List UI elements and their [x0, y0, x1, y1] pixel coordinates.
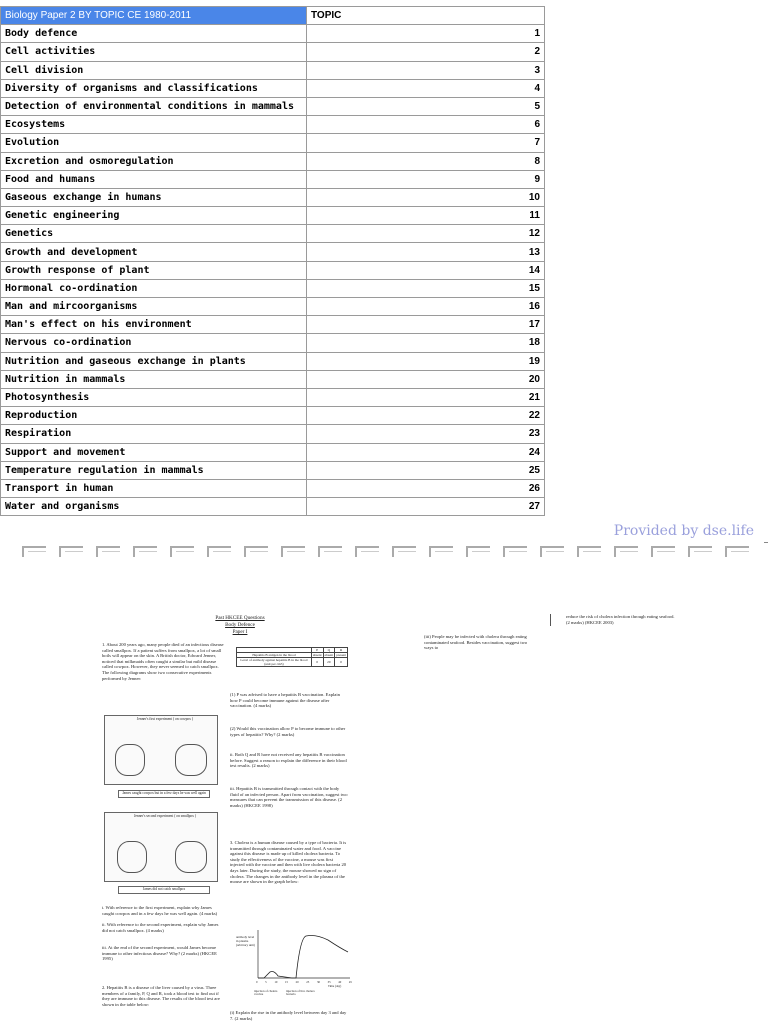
topic-page-number: 6 [307, 116, 545, 134]
james-figure-icon [175, 841, 207, 873]
table-cell: absent [312, 653, 322, 657]
topic-page-number: 21 [307, 388, 545, 406]
page-break-mark [22, 546, 46, 557]
page-break-mark [133, 546, 157, 557]
topic-name: Respiration [1, 425, 307, 443]
index-row[interactable] [1, 225, 545, 243]
graph-arrow-vaccine: injection of cholera vaccine [254, 989, 278, 997]
graph-tick-label: 25 [306, 980, 310, 984]
table-header-cell: Q [323, 648, 335, 653]
topic-page-number: 8 [307, 152, 545, 170]
page-break-mark [725, 546, 749, 557]
table-cell: Level of antibody against hepatitis B in the blood (unit per cm3) [237, 658, 312, 667]
topic-page-number: 3 [307, 61, 545, 79]
graph-tick-label: 30 [316, 980, 320, 984]
table-header-cell: P [311, 648, 323, 653]
graph-tick-label: 15 [284, 980, 288, 984]
column-divider [550, 614, 551, 626]
page-break-mark [318, 546, 342, 557]
index-row[interactable] [1, 243, 545, 261]
index-row[interactable] [1, 498, 545, 516]
experiment-2-diagram [104, 812, 218, 882]
index-row[interactable] [1, 298, 545, 316]
topic-name: Diversity of organisms and classifications [1, 79, 307, 97]
topic-name: Excretion and osmoregulation [1, 152, 307, 170]
jenner-figure-icon [117, 841, 147, 873]
experiment-1-caption: Jenner's first experiment ( on cowpox ) [136, 717, 194, 721]
topic-name: Nervous co-ordination [1, 334, 307, 352]
topic-page-number: 19 [307, 352, 545, 370]
question-1-stem: 1. About 200 years ago, many people died of an infectious disease called smallpox. If a patient suffers from smallpox, a lot of small boils will appear on the skin. A British doctor, Edward Jenner, noticed that milkmaids often caught a similar but mild disease called cowpox. However, they never seemed to catch smallpox. The following diagrams show two consecutive experiments performed by Jenner: [102, 642, 224, 681]
index-row[interactable] [1, 97, 545, 115]
page-break-mark [577, 546, 601, 557]
topic-page-number: 14 [307, 261, 545, 279]
graph-tick-label: 35 [327, 980, 331, 984]
exam-page-scan [0, 600, 768, 1024]
index-row[interactable] [1, 152, 545, 170]
topic-name: Temperature regulation in mammals [1, 461, 307, 479]
index-row[interactable] [1, 279, 545, 297]
topic-page-number: 22 [307, 407, 545, 425]
topic-page-number: 26 [307, 479, 545, 497]
topic-page-number: 7 [307, 134, 545, 152]
topic-page-number: 17 [307, 316, 545, 334]
topic-name: Detection of environmental conditions in mammals [1, 97, 307, 115]
question-3-continuation: reduce the risk of cholera infection through eating seafood. (2 marks) (HKCEE 2003) [566, 614, 675, 625]
topic-name: Growth and development [1, 243, 307, 261]
experiment-1-diagram [104, 715, 218, 785]
page-break-mark [466, 546, 490, 557]
graph-y-label: antibody level in plasma (arbitrary unit) [236, 935, 255, 947]
topic-name: Food and humans [1, 170, 307, 188]
page-edge-divider [764, 542, 768, 543]
question-1-part-iii: iii. At the end of the second experiment, would James become immune to other infectious disease? Why? (2 marks) (HKCEE 1995) [102, 945, 217, 962]
table-cell: 0 [311, 658, 323, 667]
question-3-stem: 3. Cholera is a human disease caused by a type of bacteria. It is transmitted through contaminated water and food. A vaccine against this disease is made up of killed cholera bacteria. To study the effectiveness of the vaccine, a mouse was first injected with the vaccine and then with live cholera bacteria 20 days later. During the study, the mouse showed no sign of cholera. The changes in the antibody level in the plasma of the mouse are shown in the graph below: [230, 840, 347, 885]
topic-name: Man and mircoorganisms [1, 298, 307, 316]
topic-name: Water and organisms [1, 498, 307, 516]
topic-page-number: 4 [307, 79, 545, 97]
index-row[interactable] [1, 170, 545, 188]
index-row[interactable] [1, 207, 545, 225]
topic-name: Nutrition in mammals [1, 370, 307, 388]
topic-name: Support and movement [1, 443, 307, 461]
question-2-part-ii: ii. Both Q and R have not received any hepatitis B vaccination before. Suggest a reason to explain the difference in their blood test results. (2 marks) [230, 752, 347, 769]
page-break-marks [22, 546, 762, 558]
topic-page-number: 25 [307, 461, 545, 479]
page-break-mark [281, 546, 305, 557]
topic-page-number: 18 [307, 334, 545, 352]
antibody-graph [236, 928, 354, 1000]
topic-name: Man's effect on his environment [1, 316, 307, 334]
index-row[interactable] [1, 388, 545, 406]
page-break-mark [688, 546, 712, 557]
index-row[interactable] [1, 79, 545, 97]
index-row[interactable] [1, 334, 545, 352]
topic-name: Hormonal co-ordination [1, 279, 307, 297]
topic-page-number: 12 [307, 225, 545, 243]
experiment-2-caption: Jenner's second experiment ( on smallpox ) [133, 814, 197, 818]
index-row[interactable] [1, 425, 545, 443]
index-title: Biology Paper 2 BY TOPIC CE 1980-2011 [1, 7, 307, 25]
question-2-part-i-2: (2) Would this vaccination allow P to become immune to other types of hepatitis? Why? (2 marks) [230, 726, 346, 737]
topic-name: Growth response of plant [1, 261, 307, 279]
table-cell: present [336, 653, 346, 657]
experiment-2-result: James did not catch smallpox [118, 886, 210, 894]
page-break-mark [170, 546, 194, 557]
index-row[interactable] [1, 134, 545, 152]
topic-name: Photosynthesis [1, 388, 307, 406]
index-row[interactable] [1, 352, 545, 370]
index-row[interactable] [1, 116, 545, 134]
topic-page-number: 24 [307, 443, 545, 461]
index-row[interactable] [1, 407, 545, 425]
topic-name: Evolution [1, 134, 307, 152]
table-cell: 20 [323, 658, 335, 667]
graph-tick-label: 20 [295, 980, 299, 984]
graph-tick-label: 40 [338, 980, 342, 984]
exam-title-line-1: Past HKCEE Questions [215, 615, 265, 621]
topic-page-number: 10 [307, 188, 545, 206]
experiment-1-result: James caught cowpox but in a few days he was well again [118, 790, 210, 798]
index-row[interactable] [1, 43, 545, 61]
table-cell: absent [324, 653, 334, 657]
topic-page-number: 5 [307, 97, 545, 115]
index-row[interactable] [1, 261, 545, 279]
topic-page-number: 15 [307, 279, 545, 297]
topic-name: Cell activities [1, 43, 307, 61]
blood-test-table [236, 647, 348, 667]
james-figure-icon [175, 744, 207, 776]
jenner-figure-icon [115, 744, 145, 776]
question-3-part-iii: (iii) People may be infected with cholera through eating contaminated seafood. Besides vaccination, suggest two ways to [424, 634, 528, 651]
topic-name: Cell division [1, 61, 307, 79]
topic-page-number: 13 [307, 243, 545, 261]
graph-tick-label: 45 [348, 980, 352, 984]
page-break-mark [503, 546, 527, 557]
topic-name: Body defence [1, 25, 307, 43]
topic-page-number: 20 [307, 370, 545, 388]
index-row[interactable] [1, 188, 545, 206]
table-header-cell: R [335, 648, 348, 653]
table-cell: 0 [335, 658, 348, 667]
topic-page-number: 16 [307, 298, 545, 316]
index-row[interactable] [1, 461, 545, 479]
index-row[interactable] [1, 370, 545, 388]
index-row[interactable] [1, 61, 545, 79]
topic-page-number: 1 [307, 25, 545, 43]
page-break-mark [392, 546, 416, 557]
topic-name: Gaseous exchange in humans [1, 188, 307, 206]
question-2-part-iii: iii. Hepatitis B is transmitted through contact with the body fluid of an infected person. Apart from vaccination, suggest two measures that can prevent the transmission of this disease. (2 marks) (HKCEE 1998) [230, 786, 348, 808]
graph-tick-label: 5 [265, 980, 267, 984]
page-break-mark [96, 546, 120, 557]
topic-name: Transport in human [1, 479, 307, 497]
antibody-level-line [258, 936, 348, 979]
graph-arrow-bacteria: injection of live cholera bacteria [286, 989, 315, 997]
topic-page-number: 23 [307, 425, 545, 443]
index-row[interactable] [1, 25, 545, 43]
index-header-row [1, 7, 545, 25]
graph-x-label: Time (day) [328, 984, 342, 988]
exam-title [180, 615, 300, 636]
topic-page-number: 9 [307, 170, 545, 188]
topic-name: Genetic engineering [1, 207, 307, 225]
page-break-mark [429, 546, 453, 557]
topic-page-number: 27 [307, 498, 545, 516]
page-break-mark [614, 546, 638, 557]
question-1-part-ii: ii. With reference to the second experiment, explain why James did not catch smallpox. (4 marks) [102, 922, 219, 933]
graph-tick-label: 10 [274, 980, 278, 984]
antibody-curve [256, 928, 352, 984]
page-break-mark [244, 546, 268, 557]
table-cell: Hepatitis B antigen in the blood [237, 653, 312, 658]
exam-title-line-3: Paper I [232, 629, 248, 635]
topic-index-table [0, 6, 545, 516]
page-break-mark [59, 546, 83, 557]
credit-link[interactable]: Provided by dse.life [613, 523, 754, 539]
graph-tick-label: 0 [256, 980, 258, 984]
topic-name: Ecosystems [1, 116, 307, 134]
topic-name: Genetics [1, 225, 307, 243]
index-row[interactable] [1, 316, 545, 334]
topic-page-number: 11 [307, 207, 545, 225]
index-column-header: TOPIC [307, 7, 545, 25]
page-break-mark [651, 546, 675, 557]
index-row[interactable] [1, 479, 545, 497]
question-1-part-i: i. With reference to the first experiment, explain why James caught cowpox and in a few days he was well again. (4 marks) [102, 905, 218, 916]
page-break-mark [540, 546, 564, 557]
question-2-part-i-1: (1) P was advised to have a hepatitis B vaccination. Explain how P could become immune against the disease after vaccination. (4 marks) [230, 692, 340, 709]
topic-name: Reproduction [1, 407, 307, 425]
index-row[interactable] [1, 443, 545, 461]
question-2-stem: 2. Hepatitis B is a disease of the liver caused by a virus. Three members of a family, P, Q and R, took a blood test to find out if they are immune to this disease. The results of the blood test are shown in the table below: [102, 985, 220, 1007]
question-3-part-i: (i) Explain the rise in the antibody level between day 3 and day 7. (2 marks) [230, 1010, 347, 1021]
topic-page-number: 2 [307, 43, 545, 61]
page-break-mark [207, 546, 231, 557]
topic-name: Nutrition and gaseous exchange in plants [1, 352, 307, 370]
exam-title-line-2: Body Defence [225, 622, 255, 628]
page-break-mark [355, 546, 379, 557]
